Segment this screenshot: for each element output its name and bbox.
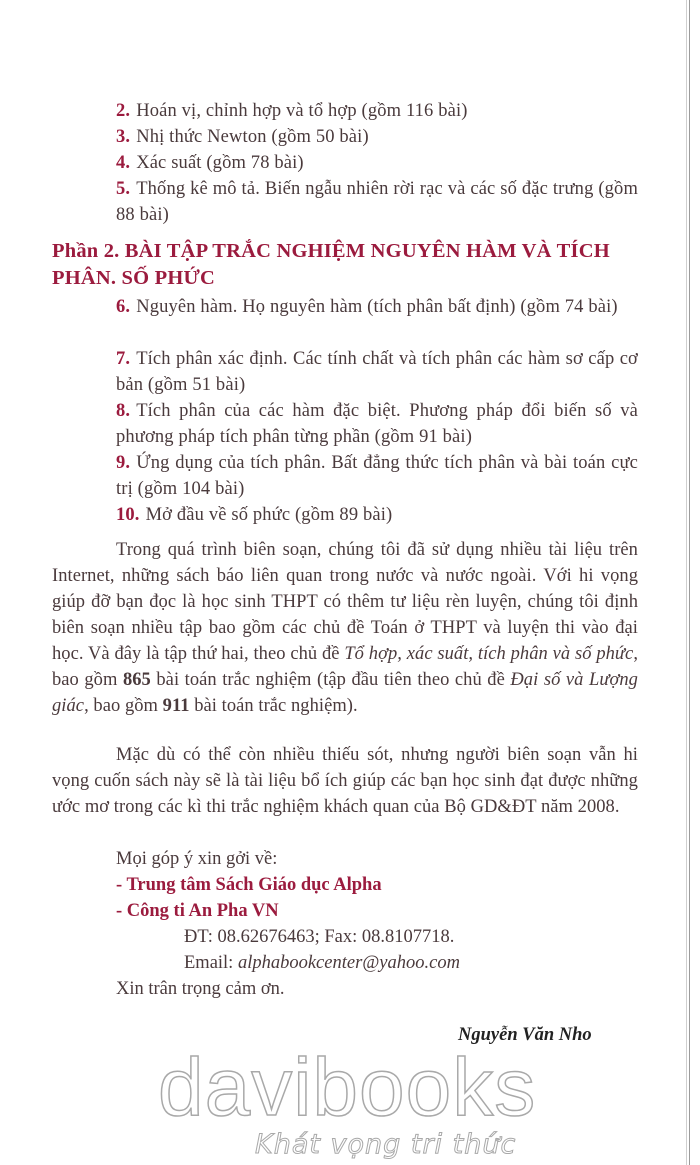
part-heading: Phần 2. BÀI TẬP TRẮC NGHIỆM NGUYÊN HÀM VÀ TÍCH PHÂN. SỐ PHỨC	[52, 240, 610, 289]
watermark-logo: davibooks	[158, 1042, 537, 1133]
list-item: 4. Xác suất (gồm 78 bài)	[116, 153, 304, 173]
list-item: 7. Tích phân xác định. Các tính chất và tích phân các hàm sơ cấp cơ bản (gồm 51 bài)	[116, 349, 638, 395]
topic-title: Đại số và Lượng giác	[52, 670, 638, 716]
preface-paragraph: Mặc dù có thể còn nhiều thiếu sót, nhưng người biên soạn vẫn hi vọng cuốn sách này sẽ là tài liệu bổ ích giúp các bạn học sinh đạt được những ước mơ trong các kì thi trắc nghiệm khách quan của Bộ GD&ĐT năm 2008.	[52, 745, 638, 817]
contact-organization: - Công ti An Pha VN	[116, 901, 279, 921]
preface-paragraph: Trong quá trình biên soạn, chúng tôi đã sử dụng nhiều tài liệu trên Internet, những sách báo liên quan trong nước và nước ngoài. Với hi vọng giúp đỡ bạn đọc là học sinh THPT có thêm tư liệu rèn luyện, chúng tôi định biên soạn nhiều tập bao gồm các chủ đề Toán ở THPT và luyện thi vào đại học. Và đây là tập thứ hai, theo chủ đề Tổ hợp, xác suất, tích phân và số phức, bao gồm 865 bài toán trắc nghiệm (tập đầu tiên theo chủ đề Đại số và Lượng giác, bao gồm 911 bài toán trắc nghiệm).	[52, 540, 639, 716]
list-item: 2. Hoán vị, chỉnh hợp và tổ hợp (gồm 116 bài)	[116, 101, 468, 121]
author-signature: Nguyễn Văn Nho	[458, 1025, 592, 1045]
watermark	[0, 1040, 700, 1165]
list-item: 10. Mở đầu về số phức (gồm 89 bài)	[116, 505, 393, 525]
watermark-slogan: Khát vọng tri thức	[255, 1129, 517, 1160]
contact-intro: Mọi góp ý xin gởi về:	[116, 849, 278, 869]
problem-count: 911	[162, 696, 190, 716]
closing-thanks: Xin trân trọng cảm ơn.	[116, 979, 285, 999]
list-item: 5. Thống kê mô tả. Biến ngẫu nhiên rời rạc và các số đặc trưng (gồm 88 bài)	[116, 179, 638, 225]
list-item: 3. Nhị thức Newton (gồm 50 bài)	[116, 127, 369, 147]
list-item: 8. Tích phân của các hàm đặc biệt. Phương pháp đổi biến số và phương pháp tích phân từng phần (gồm 91 bài)	[116, 401, 638, 447]
contact-phone: ĐT: 08.62676463; Fax: 08.8107718.	[184, 927, 455, 947]
page-edge-line	[689, 0, 690, 1165]
page-edge-line-inner	[686, 0, 687, 1165]
problem-count: 865	[122, 670, 151, 690]
list-item: 6. Nguyên hàm. Họ nguyên hàm (tích phân bất định) (gồm 74 bài)	[116, 297, 618, 317]
list-item: 9. Ứng dụng của tích phân. Bất đẳng thức tích phân và bài toán cực trị (gồm 104 bài)	[116, 453, 638, 499]
topic-title: Tổ hợp, xác suất, tích phân và số phức	[344, 644, 634, 664]
email-address: alphabookcenter@yahoo.com	[237, 953, 460, 973]
contact-email: Email: alphabookcenter@yahoo.com	[184, 953, 460, 973]
contact-organization: - Trung tâm Sách Giáo dục Alpha	[116, 875, 382, 895]
